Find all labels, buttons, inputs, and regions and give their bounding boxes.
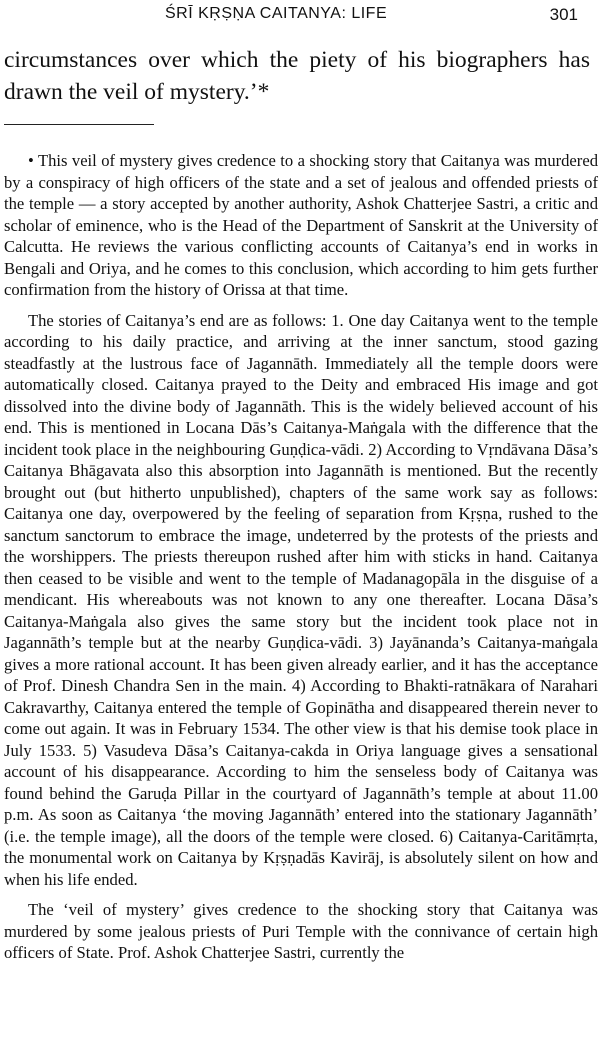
footnote-paragraph: The stories of Caitanya’s end are as follows: 1. One day Caitanya went to the temple according to his daily practice, and arriving at the inner sanctum, stood gazing steadfastly at the lustrous face of Jagannāth. Immediately all the temple doors were automatically closed. Caitanya prayed to the Deity and embraced His image and got dissolved into the divine body of Jagannāth. This is the widely believed account of his end. This is mentioned in Locana Dās’s Caitanya-Maṅgala with the difference that the incident took place in the neighbouring Guṇḍica-vādi. 2) According to Vṛndāvana Dāsa’s Caitanya Bhāgavata also this absorption into Jagannāth is mentioned. But the recently brought out (but hitherto unpublished), chapters of the same work say as follows: Caitanya one day, overpowered by the feeling of separation from Kṛṣṇa, rushed to the sanctum sanctorum to embrace the image, undeterred by the protests of the priests and the worshippers. The priests thereupon rushed after him with sticks in hand. Caitanya then ceased to be visible and went to the temple of Madanagopāla in the disguise of a mendicant. His whereabouts was not known to any one thereafter. Locana Dāsa’s Caitanya-Maṅgala also gives the same story but the incident took place not in Jagannāth’s temple but at the nearby Guṇḍica-vādi. 3) Jayānanda’s Caitanya-maṅgala gives a more rational account. It has been given already earlier, and it has the acceptance of Prof. Dinesh Chandra Sen in the main. 4) According to Bhakti-ratnākara of Narahari Cakravarthy, Caitanya entered the temple of Gopinātha and disappeared therein never to come out again. It was in February 1534. The other view is that his demise took place in July 1533. 5) Vasudeva Dāsa’s Caitanya-cakda in Oriya language gives a sensational account of his disappearance. According to him the senseless body of Caitanya was found behind the Garuḍa Pillar in the courtyard of Jagannāth’s temple at about 11.00 p.m. As soon as Caitanya ‘the moving Jagannāth’ entered into the stationary Jagannāth’ (i.e. the temple image), all the doors of the temple were closed. 6) Caitanya-Caritāmṛta, the monumental work on Caitanya by Kṛṣṇadās Kavirāj, is absolutely silent on how and when his life ended.: [4, 310, 598, 889]
footnote-paragraph: The ‘veil of mystery’ gives credence to the shocking story that Caitanya was murdered by some jealous priests of Puri Temple with the connivance of certain high officers of State. Prof. Ashok Chatterjee Sastri, currently the: [4, 900, 598, 962]
footnote: [4, 150, 598, 964]
footnote-separator-rule: [4, 124, 154, 125]
page-number: 301: [549, 5, 578, 24]
footnote-paragraph: • This veil of mystery gives credence to a shocking story that Caitanya was murdered by a conspiracy of high officers of the state and a set of jealous and offended priests of the temple — a story accepted by another authority, Ashok Chatterjee Sastri, a critic and scholar of eminence, who is the Head of the Department of Sanskrit at the University of Calcutta. He reviews the various conflicting accounts of Caitanya’s end in works in Bengali and Oriya, and he comes to this conclusion, which according to him gets further confirmation from the history of Orissa at that time.: [4, 151, 598, 299]
page-header: [0, 3, 600, 27]
running-head: ŚRĪ KṚṢṆA CAITANYA: LIFE: [165, 5, 388, 22]
body-text-continuation: circumstances over which the piety of his biographers has drawn the veil of mystery.’*: [4, 47, 590, 105]
